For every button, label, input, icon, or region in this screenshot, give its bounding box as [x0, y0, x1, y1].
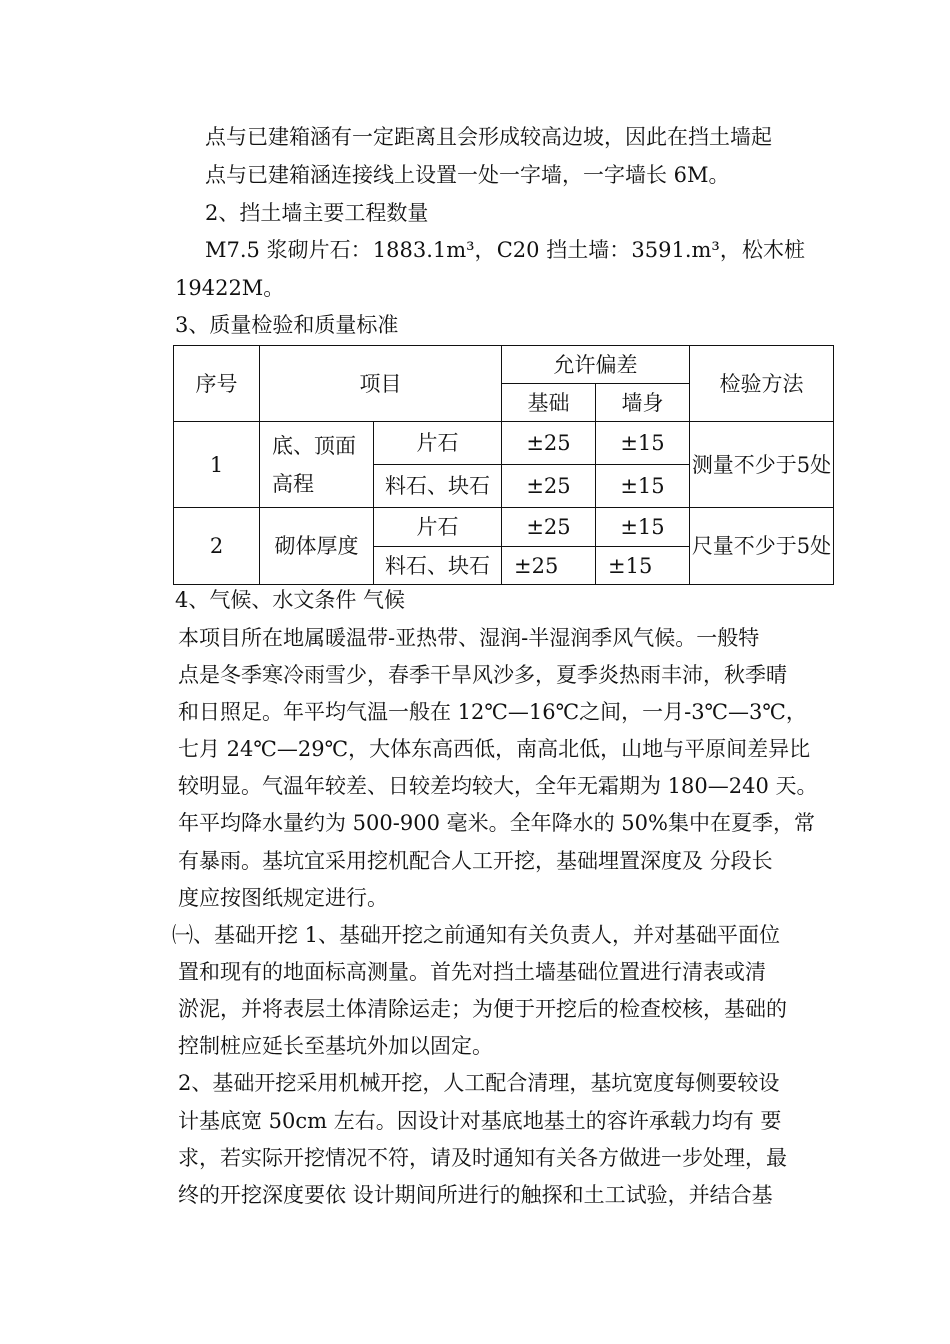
row2-seq: 2	[174, 508, 260, 585]
row2-base-2: ±25	[502, 547, 596, 585]
excavation-line-3: 淤泥，并将表层土体清除运走；为便于开挖后的检查校核，基础的	[178, 997, 787, 1021]
climate-line-2: 点是冬季寒冷雨雪少，春季干旱风沙多，夏季炎热雨丰沛，秋季晴	[178, 663, 787, 687]
header-wall: 墙身	[596, 384, 690, 422]
excavation-line-4: 控制桩应延长至基坑外加以固定。	[178, 1034, 493, 1058]
row2-material-2: 料石、块石	[374, 547, 502, 585]
row1-wall-2: ±15	[596, 465, 690, 508]
quantity-part-2: 1883.1m³，	[372, 238, 496, 262]
climate-line-7: 有暴雨。基坑宜采用挖机配合人工开挖，基础埋置深度及 分段长	[178, 849, 773, 873]
row1-material-2: 料石、块石	[374, 465, 502, 508]
quantity-heading: 2、挡土墙主要工程数量	[205, 201, 429, 225]
row1-method: 测量不少于5处	[690, 422, 834, 508]
header-method: 检验方法	[690, 346, 834, 422]
header-seq: 序号	[174, 346, 260, 422]
row2-material-1: 片石	[374, 508, 502, 547]
quantity-part-4: 3591.m³，	[631, 238, 741, 262]
row2-base-1: ±25	[502, 508, 596, 547]
table-row	[174, 508, 834, 547]
excavation-line-1: ㈠、基础开挖 1、基础开挖之前通知有关负责人，并对基础平面位	[172, 923, 781, 947]
climate-line-8: 度应按图纸规定进行。	[178, 886, 388, 910]
climate-line-4: 七月 24℃—29℃，大体东高西低，南高北低，山地与平原间差异比	[178, 737, 811, 761]
excavation-step2-line-3: 求，若实际开挖情况不符，请及时通知有关各方做进一步处理，最	[178, 1146, 787, 1170]
header-tolerance: 允许偏差	[502, 346, 690, 384]
climate-line-5: 较明显。气温年较差、日较差均较大，全年无霜期为 180—240 天。	[178, 774, 818, 798]
quality-standards-table	[173, 345, 834, 585]
row2-method: 尺量不少于5处	[690, 508, 834, 585]
row1-base-1: ±25	[502, 422, 596, 465]
header-item: 项目	[260, 346, 502, 422]
quantity-line-1	[205, 236, 805, 264]
quantity-part-5: 松木桩	[742, 238, 805, 262]
row2-item: 砌体厚度	[260, 508, 374, 585]
row1-item: 底、顶面高程	[260, 422, 374, 508]
row1-wall-1: ±15	[596, 422, 690, 465]
row1-material-1: 片石	[374, 422, 502, 465]
climate-line-3: 和日照足。年平均气温一般在 12℃—16℃之间，一月-3℃—3℃，	[178, 700, 807, 724]
row1-seq: 1	[174, 422, 260, 508]
intro-line-1: 点与已建箱涵有一定距离且会形成较高边坡，因此在挡土墙起	[205, 125, 772, 149]
row2-wall-2: ±15	[596, 547, 690, 585]
quantity-line-2: 19422M。	[175, 276, 285, 300]
excavation-step2-line-1: 2、基础开挖采用机械开挖，人工配合清理，基坑宽度每侧要较设	[178, 1071, 780, 1095]
row1-base-2: ±25	[502, 465, 596, 508]
excavation-step2-line-2: 计基底宽 50cm 左右。因设计对基底地基土的容许承载力均有 要	[178, 1109, 782, 1133]
climate-line-6: 年平均降水量约为 500-900 毫米。全年降水的 50%集中在夏季，常	[178, 811, 815, 835]
quantity-part-1: M7.5 浆砌片石：	[205, 238, 372, 262]
excavation-step2-line-4: 终的开挖深度要依 设计期间所进行的触探和土工试验，并结合基	[178, 1183, 773, 1207]
header-base: 基础	[502, 384, 596, 422]
intro-line-2: 点与已建箱涵连接线上设置一处一字墙，一字墙长 6M。	[205, 163, 730, 187]
quantity-part-3: C20 挡土墙：	[496, 238, 631, 262]
table-row	[174, 422, 834, 465]
row2-wall-1: ±15	[596, 508, 690, 547]
climate-heading: 4、气候、水文条件 气候	[175, 588, 406, 612]
climate-line-1: 本项目所在地属暖温带-亚热带、湿润-半湿润季风气候。一般特	[178, 626, 760, 650]
quality-heading: 3、质量检验和质量标准	[175, 313, 399, 337]
excavation-line-2: 置和现有的地面标高测量。首先对挡土墙基础位置进行清表或清	[178, 960, 766, 984]
